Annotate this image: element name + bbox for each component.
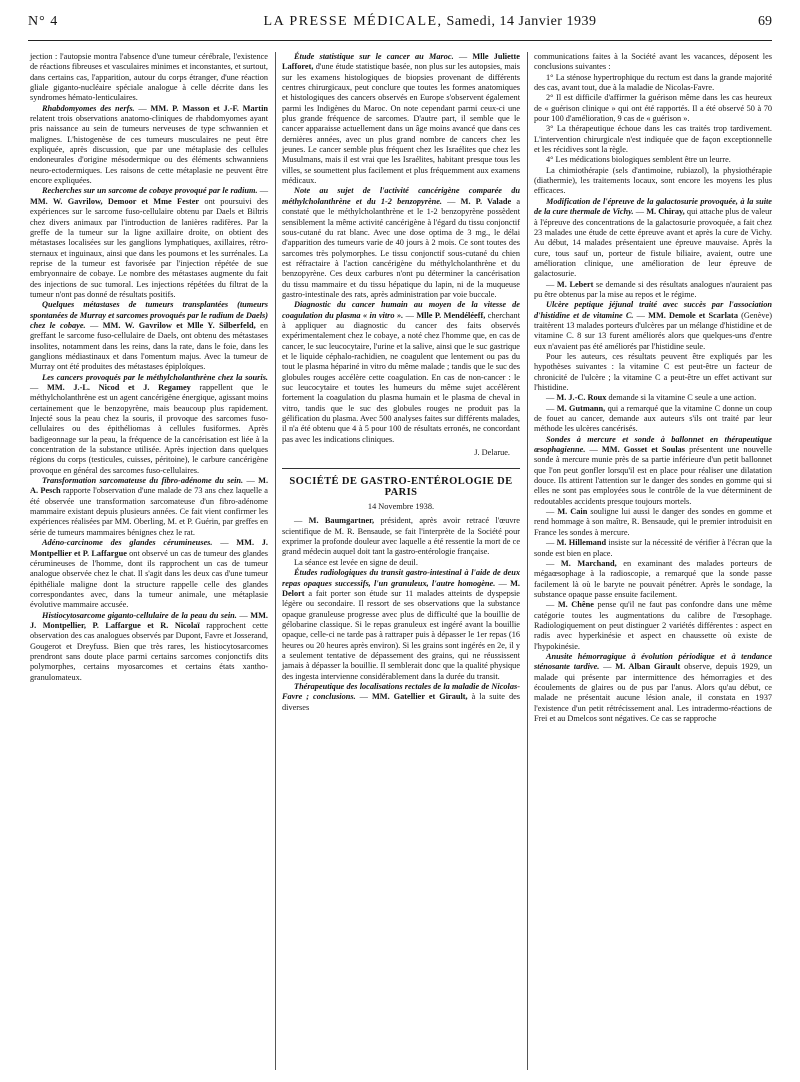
article-paragraph: Quelques métastases de tumeurs transplantées (tumeurs spontanées de Murray et sarcomes provoqués par le radium de Daels) chez le cobaye. — MM. W. Gavrilow et Mlle Y. Silberfeld, en greffant le sarcome fuso-cellulaire de Daels, ont obtenu des métastases insolites, notamment dans les reins, dans la rate, dans le foie, dans les ganglions médiastinaux et dans l'omentum majus. Avec la tumeur de Murray ont été produites des métastases épiploïques. — [30, 300, 268, 372]
article-body: en greffant le sarcome fuso-cellulaire de Daels, ont obtenu des métastases insolites, notamment dans les reins, dans la rate, dans le foie, dans les ganglions médiastinaux et dans l'omentum majus. Avec la tumeur de Murray ont été produites des métastases épiploïques. — [30, 320, 268, 372]
session-date: 14 Novembre 1938. — [367, 502, 435, 512]
article-authors: MM. J. Montpellier et P. Laffargue — [30, 538, 268, 558]
article-paragraph: Sondes à mercure et sonde à ballonnet en thérapeutique œsophagienne. — MM. Gosset et Soulas présentent une nouvelle sonde à mercure munie près de sa partie inférieure d'un petit ballonnet que l'on peut gonfler lorsqu'il est en place pour réaliser une dilatation douce. Ils attirent l'attention sur le danger des sondes en gomme qui si elles ne sont pas employées sous le contrôle de la vue déterminent de redoutables accidents presque toujours mortels. — [534, 434, 772, 506]
article-paragraph: Études radiologiques du transit gastro-intestinal à l'aide de deux repas opaques successifs, l'un granuleux, l'autre homogène. — M. Delort a fait porter son étude sur 11 malades atteints de dyspepsie légère ou secondaire. Il ressort de ses observations que la substance opaque granuleuse progresse avec plus de difficulté que la bouillie de gélobarine classique. Si le repas granuleux est ingéré avant la bouillie opaque, celle-ci ne tarde pas à rattraper puis à dépasser le 1er repas (16 heures ou 20 heures après environ). Si les grains sont ingérés en 2e, il y a seulement tentative de dépassement des grains, qui ne réussissent jamais à dépasser la bouillie. Il semblerait donc que la qualité physique des ingesta intervienne considérablement dans la durée du transit. — [282, 568, 520, 681]
article-body: a constaté que le méthylcholanthrène et le 1-2 benzopyrène possèdent sensiblement la même activité cancérigène à l'égard du tissu conjonctif sous-cutané du rat blanc. Avec une dose optima de 3 mg., le délai d'apparition des tumeurs varie de 40 jours à 2 mois. Ce sont toutes des sarcomes très polymorphes. Le tissu conjonctif sous-cutané du chien est réfractaire à l'action cancérigène du méthylcholanthrène et du benzopyrène. Ces deux carbures n'ont pu déterminer la cancérisation du tissu mammaire et du tissu hépatique du lapin, ni de la muqueuse gastro-intestinale des rats, après administration par voie buccale. — [282, 196, 521, 299]
article-paragraph: Étude statistique sur le cancer au Maroc. — Mlle Juliette Lafforet, d'une étude statistique basée, non plus sur les autopsies, mais sur les examens histologiques de biopsies provenant de différents centres chirurgicaux, peut conclure que toutes les formes anatomiques et histologiques des cancers observés en Europe s'observent également parmi les Indigènes du Maroc. On note cependant parmi ceux-ci une plus grande fréquence de sarcomes. D'autre part, il semble que le cancer apparaisse actuellement dans un âge moins avancé que dans ces dernières années, avec un plus grand nombre de cancers chez les jeunes. Le cancer semble plus fréquent chez les Israélites que chez les Musulmans, mais il est vrai que les Israélites, habitant presque tous les villes, se soumettent plus facilement et plus fréquemment aux examens médicaux. — [282, 52, 520, 186]
article-authors: Mlle Juliette Lafforet, — [282, 52, 520, 72]
article-authors: MM. J.-L. Nicod et J. Regamey — [46, 383, 191, 392]
society-heading: SOCIÉTÉ DE GASTRO-ENTÉROLOGIE DE PARIS — [282, 468, 520, 498]
article-paragraph: — M. J.-C. Roux demande si la vitamine C seule a une action. — [546, 393, 757, 403]
article-authors: M. Lebert — [556, 279, 594, 289]
article-paragraph — [534, 124, 772, 155]
article-authors: M. Chiray, — [646, 207, 685, 217]
article-body: pense qu'il ne faut pas confondre dans une même catégorie toutes les augmentations du calibre de l'œsophage. Radiologiquement on peut distinguer 2 variétés différentes : aspect en radis avec hyperkinésie et aspect en chaussette où existe de l'hypokinésie. — [534, 600, 772, 651]
article-authors: M. P. Valade — [460, 196, 512, 206]
article-paragraph — [30, 52, 268, 104]
article-title: Histiocytosarcome giganto-cellulaire de la peau du sein. — [42, 610, 237, 620]
article-body: ont poursuivi des expériences sur le sarcome fuso-cellulaire obtenu par Daels et Biltris chez divers animaux par l'introduction de lanières radifères. Par la greffe de la tumeur sur la ligne axillaire droite, on obtient des métastases localisées sur les ganglions lymphatiques, axillaires, rétro-sternaux et inguinaux, ainsi que dans les poumons et les surrénales. La reprise de la tumeur est favorisée par l'injection répétée de sue embryonnaire de cobaye. Le nombre des métastases augmente du fait des injections de suc tumoral. Les injections répétées du filtrat de la tumeur n'ont pas donné de résultats positifs. — [30, 196, 269, 299]
article-body: La chimiothérapie (sels d'antimoine, rubiazol), la physiothérapie (diathermie), les traitements locaux, sont encore les moyens les plus efficaces. — [534, 165, 772, 196]
article-authors: M. Baumgartner, — [308, 516, 375, 526]
article-title: Études radiologiques du transit gastro-intestinal à l'aide de deux repas opaques successifs, l'un granuleux, l'autre homogène. — [282, 568, 520, 588]
article-paragraph: Ulcère peptique jéjunal traité avec succès par l'association d'histidine et de vitamine C. — MM. Demole et Scarlata (Genève) traitèrent 13 malades porteurs d'ulcères par un mélange d'histidine et de vitamine C. 8 sur 13 furent améliorés alors que quelques-uns d'entre eux n'avaient pas été améliorés par l'histidine seule. — [534, 300, 772, 351]
article-authors: M. J.-C. Roux — [556, 393, 607, 403]
article-body: communications faites à la Société avant les vacances, déposent les conclusions suivantes : — [534, 52, 772, 72]
article-paragraph: Modification de l'épreuve de la galactosurie provoquée, à la suite de la cure thermale de Vichy. — M. Chiray, qui attache plus de valeur à l'épreuve des concentrations de la galactosurie provoquée, a fait chez 23 malades une étude de cette épreuve avant et après la cure de Vichy. Au début, 14 malades présentaient une épreuve mauvaise. Après la cure, tous sauf un, porteur de fistule biliaire, avaient, outre une amélioration clinique, une amélioration de leur épreuve de galactosurie. — [534, 196, 772, 279]
article-paragraph — [534, 352, 772, 393]
article-body: présentent une nouvelle sonde à mercure munie près de sa partie inférieure d'un petit ballonnet que l'on peut gonfler lorsqu'il est en place pour réaliser une dilatation douce. Ils attirent l'attention sur le danger des sondes en gomme qui si elles ne sont pas employées sous le contrôle de la vue déterminent de redoutables accidents presque toujours mortels. — [534, 445, 772, 506]
article-paragraph — [534, 73, 772, 94]
article-authors: MM. P. Masson et J.-F. Martin — [150, 103, 268, 113]
article-paragraph: Les cancers provoqués par le méthylcholanthrène chez la souris. — MM. J.-L. Nicod et J. Regamey rappellent que le méthylcholanthrène est un agent cancérigène énergique, agissant moins certainement que le benzopyrène, mais beaucoup plus rapidement. Injecté sous la peau chez la souris, il provoque des sarcomes fuso-cellulaires ou des épithéliomas à cellules fusiformes. Après badigeonnage sur la peau, la fréquence de la cancérisation est liée à la concentration de la substance utilisée. Après injection dans quelques régions du corps (testicules, cuisses, péritoine), le carbure cancérigène provoque en général des sarcomes fuso-cellulaires. — [30, 372, 269, 475]
article-body: cherchant à appliquer au diagnostic du cancer des faits observés expérimentalement chez le cobaye, a noté chez l'homme que, en cas de cancer, le suc leucocytaire, l'urine et la salive, ainsi que le suc gastrique et le liquide céphalo-rachidien, ne coagulent que lentement ou pas du tout le plasma hépariné in vitro du même malade ; tandis que le suc des globules rouges accélère cette coagulation. En cas de non-cancer : le suc leucocytaire et toutes les humeurs du même sujet accélèrent fortement la coagulation du plasma humain et le plasma de cheval in vitro, tandis que le suc des globules rouges ne produit pas la gélification du plasma. Avec 500 analyses faites sur différents malades, il n'a été obtenu que 4 à 5 pour 100 de résultats erronés, ne concordant pas avec les indications cliniques. — [282, 310, 521, 444]
article-title: Recherches sur un sarcome de cobaye provoqué par le radium. — [42, 186, 258, 196]
article-title: Adéno-carcinome des glandes cérumineuses. — [42, 538, 213, 548]
article-authors: M. Cain — [557, 507, 588, 517]
article-title: Modification de l'épreuve de la galactosurie provoquée, à la suite de la cure thermale de Vichy. — [534, 196, 772, 217]
article-paragraph: Anusite hémorragique à évolution périodique et à tendance sténosante tardive. — M. Alban Girault observe, depuis 1929, un malade qui présente par intermittence des hémorragies et des écoulements de glaires ou de pus par l'anus. Alors qu'au début, ce malade ne présentait aucune lésion anale, il constata en 1937 l'existence d'un petit rétrécissement anal. Les intradermo-réactions de Frei et au Dmelcos sont négatives. Ce cas se rapproche — [534, 651, 773, 723]
article-body: demande si la vitamine C seule a une action. — [608, 393, 757, 403]
column-middle-bottom — [282, 516, 520, 713]
article-body: a fait porter son étude sur 11 malades atteints de dyspepsie légère ou secondaire. Il ressort de ses observations que la substance opaque granuleuse progresse avec plus de difficulté que la bouillie de gélobarine classique. Si le repas granuleux est ingéré avant la bouillie opaque, celle-ci ne tarde pas à rattraper puis à dépasser le 1er repas (16 heures ou 20 heures après environ). Si les grains sont ingérés en 2e, il y a seulement tentative de dépassement des grains, qui ne réussissent jamais à dépasser la bouillie. Il semblerait donc que la qualité physique des ingesta intervienne considérablement dans la durée du transit. — [282, 588, 520, 681]
article-paragraph: Transformation sarcomateuse du fibro-adénome du sein. — M. A. Pesch rapporte l'observation d'une malade de 73 ans chez laquelle a été observée une transformation sarcomateuse d'un fibro-adénome mammaire existant depuis plusieurs années. Ce fait vient confirmer les expériences réalisées par MM. Oberling, M. et P. Guérin, par greffes en série de tumeurs mammaires bénignes chez le rat. — [30, 476, 269, 537]
article-title: Diagnostic du cancer humain au moyen de la vitesse de coagulation du plasma « in vitro ». — [282, 300, 520, 320]
article-body: souligne lui aussi le danger des sondes en gomme et rend hommage à son maître, R. Bensaude, qui le premier introduisit en France les sondes à mercure. — [534, 507, 772, 537]
article-paragraph: Histiocytosarcome giganto-cellulaire de la peau du sein. — MM. J. Montpellier, P. Laffargue et R. Nicolaï rapprochent cette observation des cas analogues observés par Dupont, Favre et Josserand, Gougerot et Dreyfuss. Bien que très rares, les histiocytosarcomes prendront sans doute place parmi certains sarcomes conjonctifs dits polymorphes, certains myosarcomes et certains états xantho-granulomateux. — [30, 610, 269, 682]
article-title: Note au sujet de l'activité cancérigène comparée du méthylcholanthrène et du 1-2 benzopyrène. — [282, 186, 520, 206]
article-paragraph: — M. Cain souligne lui aussi le danger des sondes en gomme et rend hommage à son maître, R. Bensaude, qui le premier introduisit en France les sondes à mercure. — [534, 507, 772, 537]
column-rule — [275, 52, 276, 1070]
article-paragraph — [534, 93, 772, 124]
article-body: Pour les auteurs, ces résultats peuvent être expliqués par les hypothèses suivantes : la vitamine C est peut-être un facteur de chronicité de l'ulcère ; la vitamine C a peut-être un effet activant sur l'histidine. — [534, 351, 772, 392]
page-number: 69 — [758, 14, 772, 29]
article-body: d'une étude statistique basée, non plus sur les autopsies, mais sur les examens histologiques de biopsies provenant de différents centres chirurgicaux, peut conclure que toutes les formes anatomiques et histologiques des cancers observés en Europe s'observent également parmi les Indigènes du Maroc. On note cependant parmi ceux-ci une plus grande fréquence de sarcomes. D'autre part, il semble que le cancer apparaisse actuellement dans un âge moins avancé que dans ces dernières années, avec un plus grand nombre de cancers chez les jeunes. Le cancer semble plus fréquent chez les Israélites que chez les Musulmans, mais il est vrai que les Israélites, habitant presque tous les villes, se soumettent plus facilement et plus fréquemment aux examens médicaux. — [282, 62, 520, 186]
article-authors: MM. Gosset et Soulas — [601, 445, 685, 455]
article-body: insiste sur la nécessité de vérifier à l'écran que la sonde est bien en place. — [534, 538, 772, 558]
article-body: 4° Les médications biologiques semblent être un leurre. — [546, 155, 731, 165]
article-title: Anusite hémorragique à évolution périodique et à tendance sténosante tardive. — [534, 651, 772, 672]
article-paragraph — [534, 52, 772, 73]
article-authors: MM. Demole et Scarlata — [648, 310, 738, 320]
article-title: Étude statistique sur le cancer au Maroc. — [294, 52, 454, 61]
article-authors: M. Gutmann, — [556, 403, 606, 413]
article-body: à la suite des diverses — [282, 692, 521, 712]
article-signature: J. Delarue. — [474, 448, 510, 458]
column-left — [30, 52, 268, 683]
article-body: 3° La thérapeutique échoue dans les cas traités trop tardivement. L'intervention chirurgicale n'est indiquée que de façon exceptionnelle et les récidives sont la règle. — [534, 124, 772, 155]
article-body: relatent trois observations anatomo-cliniques de rhabdomyomes ayant pris naissance au sein de tumeurs nerveuses de type schwannien et malignes. L'histogenèse de ces tumeurs musculaires ne peut être expliquée, après discussion, que par une métaplasie des cellules endoneurales d'origine mésodermique ou des éléments schwanniens neuro-ectodermiques. Les raisons de cette métaplasie ne peuvent être encore expliquées. — [30, 114, 268, 186]
article-paragraph: — M. Hillemand insiste sur la nécessité de vérifier à l'écran que la sonde est bien en place. — [534, 538, 772, 558]
article-paragraph: — M. Lebert se demande si des résultats analogues n'auraient pas pu être obtenus par la mise au repos et le régime. — [534, 279, 773, 299]
article-body: président, après avoir retracé l'œuvre scientifique de M. R. Bensaude, se fait l'interprète de la Société pour exprimer la profonde douleur avec laquelle a été ressentie la mort de ce grand médecin auquel doit tant la gastro-entérologie française. — [282, 516, 520, 557]
article-paragraph: Recherches sur un sarcome de cobaye provoqué par le radium. — MM. W. Gavrilow, Demoor et Mme Fester ont poursuivi des expériences sur le sarcome fuso-cellulaire obtenu par Daels et Biltris chez divers animaux par l'introduction de lanières radifères. Par la greffe de la tumeur sur la ligne axillaire droite, on obtient des métastases localisées sur les ganglions lymphatiques, axillaires, rétro-sternaux et inguinaux, ainsi que dans les poumons et les surrénales. La reprise de la tumeur est favorisée par l'injection répétée de sue embryonnaire de cobaye. Le nombre des métastases augmente du fait des injections de suc tumoral. Les injections répétées du filtrat de la tumeur n'ont pas donné de résultats positifs. — [30, 186, 269, 299]
article-body: ont observé un cas de tumeur des glandes cérumineuses de l'homme, dont ils rapprochent un cas de tumeur analogue observée chez le chat. Il s'agit dans les deux cas d'une tumeur épithéliale maligne dont la structure rappelle celle des glandes correspondantes avec, dans la tumeur animale, une métaplasie évolutive mammaire accusée. — [30, 548, 268, 610]
article-body: rapprochent cette observation des cas analogues observés par Dupont, Favre et Josserand, Gougerot et Dreyfuss. Bien que très rares, les histiocytosarcomes prendront sans doute place parmi certains sarcomes conjonctifs dits polymorphes, certains myosarcomes et certains états xantho-granulomateux. — [30, 620, 269, 682]
article-paragraph: — M. Gutmann, qui a remarqué que la vitamine C donne un coup de fouet au cancer, demande aux auteurs s'ils ont traité par leur méthode les ulcères cancérisés. — [534, 403, 773, 434]
article-body: observe, depuis 1929, un malade qui présente par intermittence des hémorragies et des écoulements de glaires ou de pus par l'anus. Alors qu'au début, ce malade ne présentait aucune lésion anale, il constata en 1937 l'existence d'un petit rétrécissement anal. Les intradermo-réactions de Frei et au Dmelcos sont négatives. Ce cas se rapproche — [534, 662, 773, 723]
article-authors: MM. J. Montpellier, P. Laffargue et R. Nicolaï — [30, 610, 268, 630]
article-paragraph: — M. Marchand, en examinant des malades porteurs de mégaœsophage à la radioscopie, a remarqué que la sonde passe facilement là où le baryte ne pouvait pénétrer. Après le sondage, la substance opaque passe ensuite facilement. — [534, 558, 772, 599]
article-authors: Mlle P. Mendéléeff, — [416, 310, 486, 320]
article-authors: MM. W. Gavrilow, Demoor et Mme Fester — [30, 196, 200, 206]
article-authors: MM. Gatellier et Girault, — [371, 692, 468, 702]
article-title: Ulcère peptique jéjunal traité avec succès par l'association d'histidine et de vitamine C. — [534, 300, 772, 320]
journal-name: LA PRESSE MÉDICALE, — [263, 14, 443, 29]
article-paragraph: Rhabdomyomes des nerfs. — MM. P. Masson et J.-F. Martin relatent trois observations anatomo-cliniques de rhabdomyomes ayant pris naissance au sein de tumeurs nerveuses de type schwannien et malignes. L'histogenèse de ces tumeurs musculaires ne peut être expliquée, après discussion, que par une métaplasie des cellules endoneurales d'origine mésodermique ou des éléments schwanniens neuro-ectodermiques. Les raisons de cette métaplasie ne peuvent être encore expliquées. — [30, 103, 268, 186]
article-paragraph: Note au sujet de l'activité cancérigène comparée du méthylcholanthrène et du 1-2 benzopyrène. — M. P. Valade a constaté que le méthylcholanthrène et le 1-2 benzopyrène possèdent sensiblement la même activité cancérigène à l'égard du tissu conjonctif sous-cutané du rat blanc. Avec une dose optima de 3 mg., le délai d'apparition des tumeurs varie de 40 jours à 2 mois. Ce sont toutes des sarcomes très polymorphes. Le tissu conjonctif sous-cutané du chien est réfractaire à l'action cancérigène du méthylcholanthrène et du benzopyrène. Ces deux carbures n'ont pu déterminer la cancérisation du tissu mammaire et du tissu hépatique du lapin, ni de la muqueuse gastro-intestinale des rats, après administration par voie buccale. — [282, 186, 521, 299]
article-body: qui attache plus de valeur à l'épreuve des concentrations de la galactosurie provoquée, a fait chez 23 malades une étude de cette épreuve avant et après la cure de Vichy. Au début, 14 malades présentaient une épreuve mauvaise. Après la cure, tous sauf un, porteur de fistule biliaire, avaient, outre une amélioration clinique, une amélioration de leur épreuve de galactosurie. — [534, 207, 772, 279]
article-authors: MM. W. Gavrilow et Mlle Y. Silberfeld, — [102, 320, 256, 330]
article-authors: M. A. Pesch — [30, 476, 269, 496]
article-body: La séance est levée en signe de deuil. — [294, 557, 418, 567]
article-body: 1° La sténose hypertrophique du rectum est dans la grande majorité des cas, avant tout, due à la maladie de Nicolas-Favre. — [534, 72, 772, 93]
article-paragraph: Adéno-carcinome des glandes cérumineuses. — MM. J. Montpellier et P. Laffargue ont observé un cas de tumeur des glandes cérumineuses de l'homme, dont ils rapprochent un cas de tumeur analogue observée chez le chat. Il s'agit dans les deux cas d'une tumeur épithéliale maligne dont la structure rappelle celle des glandes correspondantes avec, dans la tumeur animale, une métaplasie évolutive mammaire accusée. — [30, 538, 268, 610]
article-paragraph: Diagnostic du cancer humain au moyen de la vitesse de coagulation du plasma « in vitro ». — Mlle P. Mendéléeff, cherchant à appliquer au diagnostic du cancer des faits observés expérimentalement chez le cobaye, a noté chez l'homme que, en cas de cancer, le suc leucocytaire, l'urine et la salive, ainsi que le suc gastrique et le liquide céphalo-rachidien, ne coagulent que lentement ou pas du tout le plasma hépariné in vitro du même malade ; tandis que le suc des globules rouges accélère cette coagulation. En cas de non-cancer : le suc leucocytaire et toutes les humeurs du même sujet accélèrent fortement la coagulation du plasma humain et le plasma de cheval in vitro, tandis que le suc des globules rouges ne produit pas la gélification du plasma. Avec 500 analyses faites sur différents malades, il n'a été obtenu que 4 à 5 pour 100 de résultats erronés, ne concordant pas avec les indications cliniques. — [282, 300, 521, 444]
article-body: (Genève) traitèrent 13 malades porteurs d'ulcères par un mélange d'histidine et de vitamine C. 8 sur 13 furent améliorés alors que quelques-uns d'entre eux n'avaient pas été améliorés par l'histidine seule. — [534, 310, 772, 351]
article-paragraph — [534, 166, 772, 197]
article-body: se demande si des résultats analogues n'auraient pas pu être obtenus par la mise au repos et le régime. — [534, 279, 773, 299]
article-paragraph — [534, 155, 772, 165]
column-right — [534, 52, 772, 724]
article-body: rappellent que le méthylcholanthrène est un agent cancérigène énergique, agissant moins certainement que le benzopyrène, mais beaucoup plus rapidement. Injecté sous la peau chez la souris, il provoque des sarcomes fuso-cellulaires ou des épithéliomas à cellules fusiformes. Après badigeonnage sur la peau, la fréquence de la cancérisation est liée à la concentration de la substance utilisée. Après injection dans quelques régions du corps (testicules, cuisses, péritoine), le carbure cancérigène provoque en général des sarcomes fuso-cellulaires. — [30, 383, 269, 475]
issue-number: N° 4 — [28, 14, 59, 29]
article-body: jection : l'autopsie montra l'absence d'une tumeur cérébrale, l'existence de réactions fibreuses et vasculaires minimes et inconstantes, et surtout, dans certains cas, l'apparition, autour du corps étranger, d'une réaction gliale giganto-nucléaire spéciale analogue à celle décrite dans les syndromes hémato-lenticulaires. — [30, 52, 269, 103]
running-header — [28, 14, 772, 41]
article-authors: M. Chêne — [557, 600, 594, 610]
journal-title-line — [148, 14, 712, 30]
article-title: Rhabdomyomes des nerfs. — [42, 103, 135, 113]
column-middle-top — [282, 52, 520, 445]
article-paragraph: — M. Baumgartner, président, après avoir retracé l'œuvre scientifique de M. R. Bensaude, se fait l'interprète de la Société pour exprimer la profonde douleur avec laquelle a été ressentie la mort de ce grand médecin auquel doit tant la gastro-entérologie française. — [282, 516, 520, 557]
article-paragraph: Thérapeutique des localisations rectales de la maladie de Nicolas-Favre ; conclusions. — MM. Gatellier et Girault, à la suite des diverses — [282, 681, 521, 712]
article-title: Quelques métastases de tumeurs transplantées (tumeurs spontanées de Murray et sarcomes provoqués par le radium de Daels) chez le cobaye. — [30, 300, 268, 330]
article-authors: M. Alban Girault — [615, 662, 681, 672]
article-body: 2° Il est difficile d'affirmer la guérison même dans les cas heureux de « guérison clinique » qui ont été rapportés. Il a été observé 50 à 70 pour 100 d'amélioration, 9 cas de « guérison ». — [534, 93, 772, 124]
article-title: Les cancers provoqués par le méthylcholanthrène chez la souris. — [42, 372, 268, 382]
article-body: qui a remarqué que la vitamine C donne un coup de fouet au cancer, demande aux auteurs s'ils ont traité par leur méthode les ulcères cancérisés. — [534, 403, 773, 434]
article-body: rapporte l'observation d'une malade de 73 ans chez laquelle a été observée une transformation sarcomateuse d'un fibro-adénome mammaire existant depuis plusieurs années. Ce fait vient confirmer les expériences réalisées par MM. Oberling, M. et P. Guérin, par greffes en série de tumeurs mammaires bénignes chez le rat. — [30, 486, 268, 537]
article-title: Transformation sarcomateuse du fibro-adénome du sein. — [42, 476, 244, 486]
article-authors: M. Delort — [282, 578, 520, 598]
article-paragraph: — M. Chêne pense qu'il ne faut pas confondre dans une même catégorie toutes les augmentations du calibre de l'œsophage. Radiologiquement on peut distinguer 2 variétés différentes : aspect en radis avec hyperkinésie et aspect en chaussette où existe de l'hypokinésie. — [534, 600, 772, 651]
column-rule — [527, 52, 528, 1070]
article-authors: M. Hillemand — [556, 538, 607, 548]
column-middle — [282, 52, 520, 713]
article-title: Sondes à mercure et sonde à ballonnet en thérapeutique œsophagienne. — [534, 434, 772, 455]
article-paragraph — [282, 558, 520, 568]
article-title: Thérapeutique des localisations rectales de la maladie de Nicolas-Favre ; conclusions. — [282, 681, 520, 702]
article-authors: M. Marchand, — [560, 558, 617, 568]
article-body: en examinant des malades porteurs de mégaœsophage à la radioscopie, a remarqué que la sonde passe facilement là où le baryte ne pouvait pénétrer. Après le sondage, la substance opaque passe ensuite facilement. — [534, 558, 772, 599]
issue-date: Samedi, 14 Janvier 1939 — [446, 14, 597, 29]
